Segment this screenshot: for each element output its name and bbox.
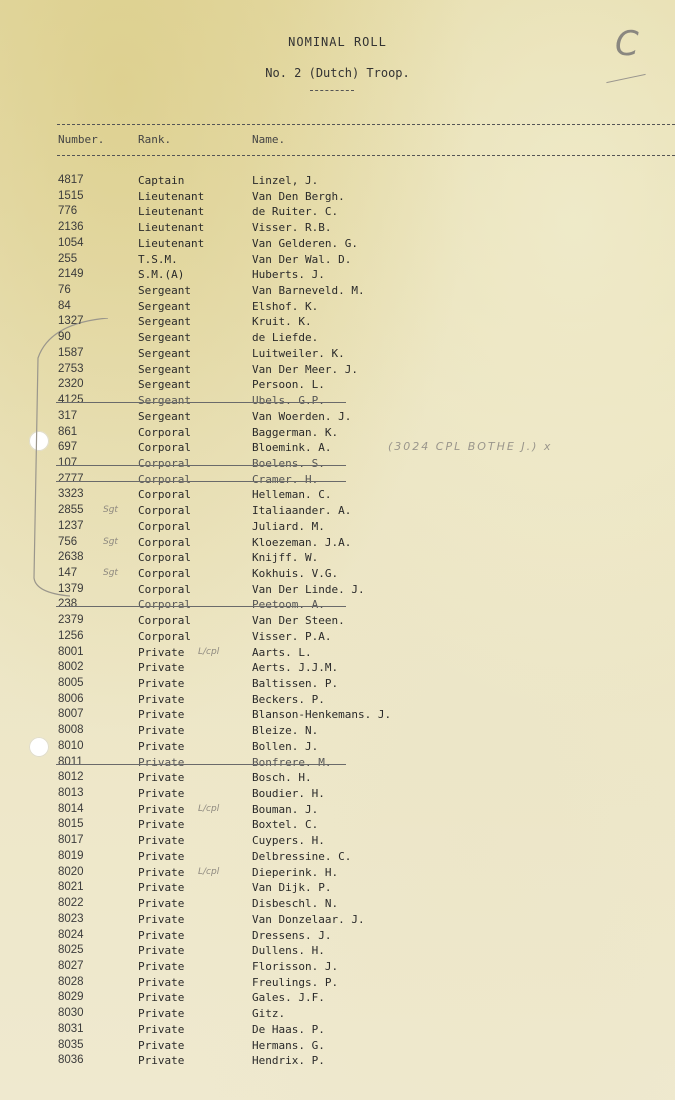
rank: Private bbox=[138, 912, 185, 926]
service-number: 776 bbox=[58, 205, 78, 218]
rank: Private bbox=[138, 975, 185, 989]
rank: Corporal bbox=[138, 566, 191, 580]
person-name: Van Gelderen. G. bbox=[252, 236, 358, 250]
rank: Corporal bbox=[138, 519, 191, 533]
rank: Private bbox=[138, 677, 185, 690]
person-name: Boxtel. C. bbox=[252, 818, 319, 832]
rank: Private bbox=[138, 865, 185, 879]
person-name: Disbeschl. N. bbox=[252, 897, 339, 911]
service-number: 8031 bbox=[58, 1022, 84, 1035]
service-number: 8013 bbox=[58, 787, 84, 800]
rank: Lieutenant bbox=[138, 205, 205, 219]
service-number: 2753 bbox=[58, 362, 84, 375]
table-row bbox=[0, 566, 675, 582]
service-number: 147 bbox=[58, 566, 78, 579]
service-number: 2777 bbox=[58, 472, 84, 485]
table-row bbox=[0, 236, 675, 252]
person-name: Bollen. J. bbox=[252, 739, 319, 753]
service-number: 8012 bbox=[58, 771, 84, 784]
table-row bbox=[0, 204, 675, 220]
service-number: 697 bbox=[58, 441, 78, 454]
service-number: 1237 bbox=[58, 519, 84, 532]
table-row bbox=[0, 833, 675, 849]
service-number: 2855 bbox=[58, 504, 84, 517]
person-name: Hermans. G. bbox=[252, 1038, 325, 1052]
service-number: 1379 bbox=[58, 582, 84, 595]
person-name: Knijff. W. bbox=[252, 551, 319, 565]
table-row bbox=[0, 189, 675, 205]
table-row bbox=[0, 377, 675, 393]
rank: Private bbox=[138, 849, 185, 863]
rank: Private bbox=[138, 771, 185, 785]
person-name: Delbressine. C. bbox=[252, 849, 352, 863]
header-rule-top bbox=[57, 124, 675, 125]
table-row bbox=[0, 173, 675, 189]
roll-table bbox=[0, 173, 675, 1069]
rank: Private bbox=[138, 802, 185, 816]
subtitle-underline bbox=[310, 90, 354, 91]
service-number: 8019 bbox=[58, 849, 84, 862]
table-row bbox=[0, 409, 675, 425]
table-row bbox=[0, 928, 675, 944]
rank: Captain bbox=[138, 174, 185, 187]
column-header-rank: Rank. bbox=[138, 133, 172, 146]
table-row bbox=[0, 912, 675, 928]
table-row bbox=[0, 299, 675, 315]
table-row bbox=[0, 1006, 675, 1022]
rank: Private bbox=[138, 944, 185, 958]
table-row bbox=[0, 975, 675, 991]
person-name: Italiaander. A. bbox=[252, 504, 352, 518]
person-name: Van Der Meer. J. bbox=[252, 362, 358, 376]
rank: Private bbox=[138, 661, 185, 675]
table-row bbox=[0, 346, 675, 362]
rank: Corporal bbox=[138, 488, 191, 502]
margin-note: Sgt bbox=[103, 505, 118, 516]
table-row bbox=[0, 252, 675, 268]
person-name: Bonfrere. M. bbox=[252, 755, 332, 769]
person-name: de Liefde. bbox=[252, 331, 319, 345]
table-row bbox=[0, 1022, 675, 1038]
service-number: 8035 bbox=[58, 1038, 84, 1051]
table-row bbox=[0, 362, 675, 378]
table-row bbox=[0, 393, 675, 409]
table-row bbox=[0, 943, 675, 959]
person-name: Cuypers. H. bbox=[252, 834, 325, 848]
service-number: 8002 bbox=[58, 661, 84, 674]
rank: Private bbox=[138, 724, 185, 738]
service-number: 8021 bbox=[58, 881, 84, 894]
service-number: 8014 bbox=[58, 802, 84, 815]
person-name: Van Der Linde. J. bbox=[252, 582, 365, 596]
rank: Sergeant bbox=[138, 394, 191, 408]
rank: Private bbox=[138, 834, 185, 848]
service-number: 107 bbox=[58, 456, 78, 469]
table-row bbox=[0, 896, 675, 912]
service-number: 8008 bbox=[58, 724, 84, 737]
service-number: 1054 bbox=[58, 236, 84, 249]
table-row bbox=[0, 1053, 675, 1069]
service-number: 1587 bbox=[58, 346, 84, 359]
document-subtitle: No. 2 (Dutch) Troop. bbox=[265, 66, 410, 80]
person-name: De Haas. P. bbox=[252, 1022, 325, 1036]
table-row bbox=[0, 550, 675, 566]
rank: Sergeant bbox=[138, 409, 191, 423]
person-name: Beckers. P. bbox=[252, 692, 325, 706]
handwritten-note: (3024 CPL BOTHE J.) x bbox=[388, 440, 553, 453]
service-number: 238 bbox=[58, 598, 78, 611]
rank: Corporal bbox=[138, 598, 191, 612]
service-number: 4817 bbox=[58, 174, 84, 186]
rank: Private bbox=[138, 1038, 185, 1052]
rank: Private bbox=[138, 692, 185, 706]
rank: Private bbox=[138, 708, 185, 722]
person-name: Kloezeman. J.A. bbox=[252, 535, 352, 549]
rank: Corporal bbox=[138, 629, 191, 643]
service-number: 2379 bbox=[58, 614, 84, 627]
rank: Sergeant bbox=[138, 315, 191, 329]
rank: Corporal bbox=[138, 582, 191, 596]
person-name: Linzel, J. bbox=[252, 174, 319, 187]
rank: Private bbox=[138, 959, 185, 973]
table-row bbox=[0, 330, 675, 346]
person-name: Blanson-Henkemans. J. bbox=[252, 708, 392, 722]
service-number: 756 bbox=[58, 535, 78, 548]
person-name: Van Den Bergh. bbox=[252, 189, 345, 203]
person-name: Florisson. J. bbox=[252, 959, 339, 973]
person-name: Boelens. S. bbox=[252, 456, 325, 470]
rank: Corporal bbox=[138, 472, 191, 486]
table-row bbox=[0, 755, 675, 771]
person-name: Bouman. J. bbox=[252, 802, 319, 816]
person-name: Dressens. J. bbox=[252, 928, 332, 942]
service-number: 8023 bbox=[58, 912, 84, 925]
person-name: Huberts. J. bbox=[252, 268, 325, 282]
person-name: Visser. R.B. bbox=[252, 221, 332, 235]
document-title: NOMINAL ROLL bbox=[288, 35, 387, 49]
table-row bbox=[0, 880, 675, 896]
table-row bbox=[0, 487, 675, 503]
service-number: 84 bbox=[58, 299, 71, 312]
person-name: Kokhuis. V.G. bbox=[252, 566, 339, 580]
service-number: 1515 bbox=[58, 189, 84, 202]
table-row bbox=[0, 817, 675, 833]
service-number: 8022 bbox=[58, 897, 84, 910]
person-name: Visser. P.A. bbox=[252, 629, 332, 643]
rank: Sergeant bbox=[138, 284, 191, 298]
person-name: Baggerman. K. bbox=[252, 425, 339, 439]
table-row bbox=[0, 220, 675, 236]
service-number: 2320 bbox=[58, 378, 84, 391]
person-name: Dullens. H. bbox=[252, 944, 325, 958]
service-number: 8025 bbox=[58, 944, 84, 957]
margin-note: Sgt bbox=[103, 536, 118, 547]
service-number: 8017 bbox=[58, 834, 84, 847]
table-row bbox=[0, 660, 675, 676]
person-name: Bosch. H. bbox=[252, 771, 312, 785]
rank: Lieutenant bbox=[138, 221, 205, 235]
service-number: 8027 bbox=[58, 959, 84, 972]
rank: Corporal bbox=[138, 456, 191, 470]
person-name: Ubels. G.P. bbox=[252, 394, 325, 408]
service-number: 8001 bbox=[58, 645, 84, 658]
table-row bbox=[0, 519, 675, 535]
person-name: Dieperink. H. bbox=[252, 865, 339, 879]
person-name: Persoon. L. bbox=[252, 378, 325, 392]
table-row bbox=[0, 629, 675, 645]
person-name: Gitz. bbox=[252, 1007, 286, 1021]
table-row bbox=[0, 676, 675, 692]
table-row bbox=[0, 582, 675, 598]
person-name: de Ruiter. C. bbox=[252, 205, 339, 219]
corner-handwritten-mark: C bbox=[615, 24, 639, 64]
service-number: 1256 bbox=[58, 629, 84, 642]
rank: Private bbox=[138, 787, 185, 801]
service-number: 2638 bbox=[58, 551, 84, 564]
rank: Sergeant bbox=[138, 331, 191, 345]
rank: Lieutenant bbox=[138, 236, 205, 250]
service-number: 3323 bbox=[58, 488, 84, 501]
margin-note: L/cpl bbox=[198, 866, 220, 877]
table-row bbox=[0, 597, 675, 613]
service-number: 2149 bbox=[58, 268, 84, 281]
table-row bbox=[0, 692, 675, 708]
table-row bbox=[0, 707, 675, 723]
person-name: Peetoom. A. bbox=[252, 598, 325, 612]
rank: Private bbox=[138, 991, 185, 1005]
rank: Corporal bbox=[138, 551, 191, 565]
person-name: Baltissen. P. bbox=[252, 677, 339, 690]
table-row bbox=[0, 425, 675, 441]
service-number: 861 bbox=[58, 425, 78, 438]
service-number: 4125 bbox=[58, 394, 84, 407]
table-row bbox=[0, 802, 675, 818]
person-name: Helleman. C. bbox=[252, 488, 332, 502]
person-name: Bleize. N. bbox=[252, 724, 319, 738]
rank: Private bbox=[138, 928, 185, 942]
table-row bbox=[0, 535, 675, 551]
service-number: 8036 bbox=[58, 1054, 84, 1067]
service-number: 8007 bbox=[58, 708, 84, 721]
table-row bbox=[0, 739, 675, 755]
rank: Private bbox=[138, 755, 185, 769]
rank: Sergeant bbox=[138, 362, 191, 376]
person-name: Kruit. K. bbox=[252, 315, 312, 329]
service-number: 90 bbox=[58, 331, 71, 344]
service-number: 317 bbox=[58, 409, 78, 422]
table-row bbox=[0, 503, 675, 519]
table-row bbox=[0, 990, 675, 1006]
rank: Private bbox=[138, 739, 185, 753]
person-name: Aarts. L. bbox=[252, 645, 312, 659]
table-row bbox=[0, 645, 675, 661]
person-name: Cramer. H. bbox=[252, 472, 319, 486]
table-row bbox=[0, 472, 675, 488]
margin-note: L/cpl bbox=[198, 646, 220, 657]
table-row bbox=[0, 865, 675, 881]
person-name: Hendrix. P. bbox=[252, 1054, 325, 1068]
person-name: Elshof. K. bbox=[252, 299, 319, 313]
table-row bbox=[0, 267, 675, 283]
service-number: 8028 bbox=[58, 975, 84, 988]
service-number: 8024 bbox=[58, 928, 84, 941]
person-name: Van Dijk. P. bbox=[252, 881, 332, 895]
rank: Private bbox=[138, 1007, 185, 1021]
rank: Corporal bbox=[138, 425, 191, 439]
person-name: Gales. J.F. bbox=[252, 991, 325, 1005]
person-name: Juliard. M. bbox=[252, 519, 325, 533]
table-row bbox=[0, 770, 675, 786]
service-number: 8015 bbox=[58, 818, 84, 831]
table-row bbox=[0, 283, 675, 299]
service-number: 8005 bbox=[58, 677, 84, 689]
person-name: Aerts. J.J.M. bbox=[252, 661, 339, 675]
rank: Private bbox=[138, 818, 185, 832]
rank: Corporal bbox=[138, 504, 191, 518]
person-name: Luitweiler. K. bbox=[252, 346, 345, 360]
service-number: 8006 bbox=[58, 692, 84, 705]
rank: Corporal bbox=[138, 614, 191, 628]
rank: S.M.(A) bbox=[138, 268, 185, 282]
rank: Private bbox=[138, 881, 185, 895]
table-row bbox=[0, 1038, 675, 1054]
margin-note: L/cpl bbox=[198, 803, 220, 814]
service-number: 8011 bbox=[58, 755, 83, 768]
person-name: Van Barneveld. M. bbox=[252, 284, 365, 298]
rank: Sergeant bbox=[138, 299, 191, 313]
rank: Private bbox=[138, 1022, 185, 1036]
service-number: 8020 bbox=[58, 865, 84, 878]
service-number: 1327 bbox=[58, 315, 84, 328]
rank: Lieutenant bbox=[138, 189, 205, 203]
service-number: 8030 bbox=[58, 1007, 84, 1020]
table-row bbox=[0, 959, 675, 975]
person-name: Van Der Steen. bbox=[252, 614, 345, 628]
rank: Corporal bbox=[138, 441, 191, 455]
rank: Private bbox=[138, 1054, 185, 1068]
table-row bbox=[0, 849, 675, 865]
person-name: Van Donzelaar. J. bbox=[252, 912, 365, 926]
service-number: 8010 bbox=[58, 739, 84, 752]
rank: Private bbox=[138, 645, 185, 659]
margin-note: Sgt bbox=[103, 567, 118, 578]
header-rule-bottom bbox=[57, 155, 675, 156]
service-number: 76 bbox=[58, 284, 71, 297]
rank: T.S.M. bbox=[138, 252, 178, 266]
table-row bbox=[0, 723, 675, 739]
service-number: 255 bbox=[58, 252, 78, 265]
person-name: Van Woerden. J. bbox=[252, 409, 352, 423]
table-row bbox=[0, 613, 675, 629]
service-number: 2136 bbox=[58, 221, 84, 234]
person-name: Freulings. P. bbox=[252, 975, 339, 989]
column-header-number: Number. bbox=[58, 133, 105, 146]
rank: Sergeant bbox=[138, 346, 191, 360]
person-name: Bloemink. A. bbox=[252, 441, 332, 455]
rank: Private bbox=[138, 897, 185, 911]
table-row bbox=[0, 440, 675, 456]
person-name: Boudier. H. bbox=[252, 787, 325, 801]
column-header-name: Name. bbox=[252, 133, 286, 146]
service-number: 8029 bbox=[58, 991, 84, 1004]
person-name: Van Der Wal. D. bbox=[252, 252, 352, 266]
rank: Corporal bbox=[138, 535, 191, 549]
rank: Sergeant bbox=[138, 378, 191, 392]
table-row bbox=[0, 314, 675, 330]
table-row bbox=[0, 786, 675, 802]
table-row bbox=[0, 456, 675, 472]
